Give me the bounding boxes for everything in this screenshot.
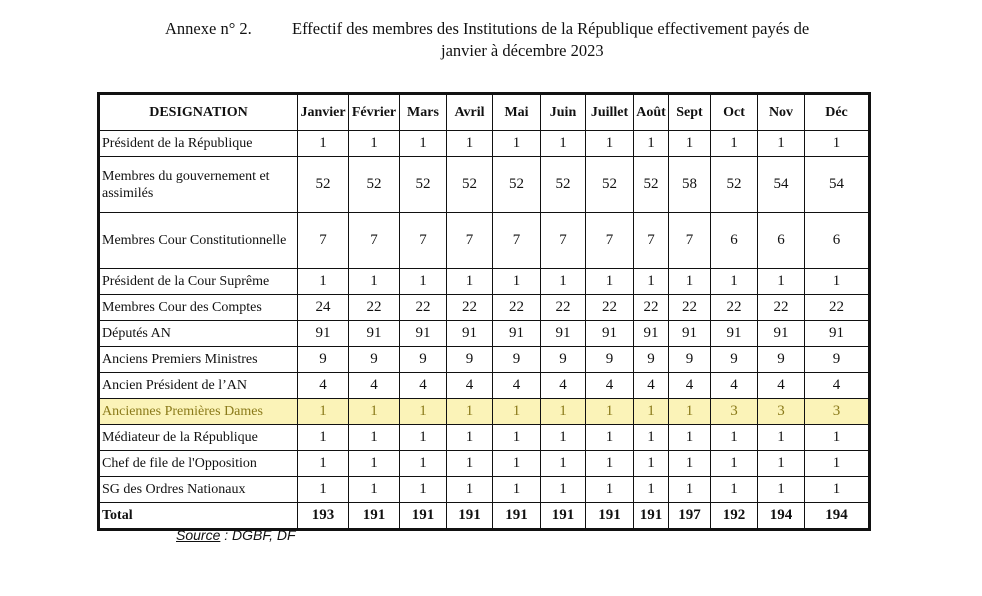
table-cell: 1: [541, 451, 586, 477]
table-cell: 4: [805, 373, 870, 399]
table-cell: 1: [349, 425, 400, 451]
table-cell: 22: [634, 295, 669, 321]
table-cell: 1: [711, 131, 758, 157]
table-cell: 7: [493, 213, 541, 269]
table-cell: 1: [541, 477, 586, 503]
table-cell: 22: [711, 295, 758, 321]
table-cell: 1: [634, 269, 669, 295]
table-cell: 1: [586, 451, 634, 477]
row-label: Députés AN: [99, 321, 298, 347]
table-cell: 91: [758, 321, 805, 347]
table-cell: 22: [669, 295, 711, 321]
table-row: [99, 425, 870, 451]
table-cell: 1: [349, 399, 400, 425]
row-label: Président de la Cour Suprême: [99, 269, 298, 295]
table-cell: 9: [447, 347, 493, 373]
table-cell: 1: [634, 451, 669, 477]
table-cell: 4: [541, 373, 586, 399]
table-cell: 1: [400, 399, 447, 425]
table-cell: 1: [298, 399, 349, 425]
table-cell: 52: [586, 157, 634, 213]
table-cell: 91: [586, 321, 634, 347]
table-cell: 9: [349, 347, 400, 373]
table-cell: 6: [805, 213, 870, 269]
table-row: [99, 295, 870, 321]
table-row: [99, 477, 870, 503]
table-cell: 1: [669, 425, 711, 451]
table-cell: 91: [447, 321, 493, 347]
table-cell: 1: [400, 451, 447, 477]
table-cell: 52: [711, 157, 758, 213]
designation-header: DESIGNATION: [99, 94, 298, 131]
table-cell: 91: [669, 321, 711, 347]
table-cell: 7: [298, 213, 349, 269]
table-cell: 1: [298, 269, 349, 295]
table-cell: 1: [541, 131, 586, 157]
table-cell: 1: [586, 425, 634, 451]
table-row: [99, 213, 870, 269]
total-cell: 197: [669, 503, 711, 530]
table-cell: 54: [758, 157, 805, 213]
month-header: Juin: [541, 94, 586, 131]
table-cell: 1: [447, 399, 493, 425]
table-cell: 9: [298, 347, 349, 373]
total-cell: 191: [586, 503, 634, 530]
table-cell: 1: [400, 477, 447, 503]
table-cell: 9: [493, 347, 541, 373]
table-row: [99, 451, 870, 477]
month-header: Déc: [805, 94, 870, 131]
table-cell: 52: [634, 157, 669, 213]
table-cell: 9: [400, 347, 447, 373]
table-row: [99, 399, 870, 425]
table-cell: 1: [634, 399, 669, 425]
row-label: Chef de file de l'Opposition: [99, 451, 298, 477]
total-row: [99, 503, 870, 530]
table-row: [99, 157, 870, 213]
row-label: Anciennes Premières Dames: [99, 399, 298, 425]
table-cell: 1: [669, 269, 711, 295]
table-cell: 1: [711, 451, 758, 477]
row-label: Anciens Premiers Ministres: [99, 347, 298, 373]
month-header: Oct: [711, 94, 758, 131]
table-cell: 52: [298, 157, 349, 213]
table-cell: 22: [758, 295, 805, 321]
table-cell: 1: [298, 451, 349, 477]
total-cell: 193: [298, 503, 349, 530]
table-row: [99, 373, 870, 399]
table-cell: 4: [711, 373, 758, 399]
annex-number: Annexe n° 2.: [165, 19, 252, 38]
table-cell: 4: [758, 373, 805, 399]
table-cell: 22: [586, 295, 634, 321]
month-header: Sept: [669, 94, 711, 131]
table-cell: 7: [669, 213, 711, 269]
table-cell: 91: [541, 321, 586, 347]
row-label: Membres du gouvernement et assimilés: [99, 157, 298, 213]
table-cell: 1: [634, 131, 669, 157]
table-cell: 1: [493, 451, 541, 477]
table-cell: 1: [586, 399, 634, 425]
total-cell: 191: [493, 503, 541, 530]
table-cell: 1: [758, 269, 805, 295]
table-cell: 9: [541, 347, 586, 373]
table-cell: 1: [805, 477, 870, 503]
table-cell: 22: [805, 295, 870, 321]
table-cell: 1: [711, 269, 758, 295]
table-cell: 22: [541, 295, 586, 321]
table-cell: 1: [586, 131, 634, 157]
table-cell: 3: [758, 399, 805, 425]
table-cell: 91: [634, 321, 669, 347]
table-cell: 7: [349, 213, 400, 269]
source-note: [176, 527, 296, 543]
table-cell: 1: [349, 451, 400, 477]
table-cell: 1: [349, 131, 400, 157]
table-cell: 1: [586, 477, 634, 503]
table-cell: 1: [493, 425, 541, 451]
table-cell: 1: [805, 131, 870, 157]
row-label: Ancien Président de l’AN: [99, 373, 298, 399]
table-cell: 1: [669, 451, 711, 477]
annex-title-line-2: janvier à décembre 2023: [441, 41, 604, 60]
table-cell: 6: [711, 213, 758, 269]
table-cell: 22: [447, 295, 493, 321]
table-cell: 1: [541, 425, 586, 451]
row-label: Président de la République: [99, 131, 298, 157]
month-header: Février: [349, 94, 400, 131]
table-cell: 1: [758, 131, 805, 157]
table-cell: 91: [711, 321, 758, 347]
table-cell: 4: [669, 373, 711, 399]
table-cell: 7: [447, 213, 493, 269]
total-cell: 194: [758, 503, 805, 530]
table-cell: 91: [349, 321, 400, 347]
table-cell: 4: [586, 373, 634, 399]
table-cell: 1: [758, 451, 805, 477]
table-cell: 1: [349, 477, 400, 503]
table-cell: 1: [493, 477, 541, 503]
table-cell: 1: [758, 477, 805, 503]
month-header: Juillet: [586, 94, 634, 131]
table-cell: 7: [634, 213, 669, 269]
table-cell: 4: [400, 373, 447, 399]
total-cell: 191: [447, 503, 493, 530]
table-cell: 4: [634, 373, 669, 399]
table-cell: 52: [400, 157, 447, 213]
table-row: [99, 321, 870, 347]
table-cell: 52: [349, 157, 400, 213]
table-cell: 58: [669, 157, 711, 213]
month-header: Nov: [758, 94, 805, 131]
total-cell: 191: [634, 503, 669, 530]
table-cell: 1: [541, 269, 586, 295]
row-label: Médiateur de la République: [99, 425, 298, 451]
table-cell: 1: [349, 269, 400, 295]
table-cell: 7: [400, 213, 447, 269]
month-header: Janvier: [298, 94, 349, 131]
table-cell: 4: [493, 373, 541, 399]
table-cell: 1: [298, 477, 349, 503]
table-cell: 1: [634, 477, 669, 503]
table-cell: 1: [400, 131, 447, 157]
table-cell: 1: [298, 425, 349, 451]
table-cell: 52: [447, 157, 493, 213]
table-cell: 9: [711, 347, 758, 373]
table-cell: 1: [493, 131, 541, 157]
table-cell: 22: [400, 295, 447, 321]
table-cell: 3: [805, 399, 870, 425]
heading-line-1: [165, 18, 809, 39]
annex-title-line-1: Effectif des membres des Institutions de la République effectivement payés de: [292, 19, 810, 38]
table-row: [99, 347, 870, 373]
table-cell: 91: [805, 321, 870, 347]
month-header: Mars: [400, 94, 447, 131]
source-value: : DGBF, DF: [220, 527, 296, 543]
total-cell: 192: [711, 503, 758, 530]
table-cell: 22: [349, 295, 400, 321]
table-cell: 1: [758, 425, 805, 451]
table-cell: 4: [447, 373, 493, 399]
table-cell: 4: [349, 373, 400, 399]
table-cell: 24: [298, 295, 349, 321]
month-header: Août: [634, 94, 669, 131]
table-cell: 7: [586, 213, 634, 269]
table-cell: 9: [758, 347, 805, 373]
table-cell: 9: [586, 347, 634, 373]
table-cell: 1: [805, 269, 870, 295]
row-label: Membres Cour des Comptes: [99, 295, 298, 321]
total-cell: 194: [805, 503, 870, 530]
table-cell: 9: [634, 347, 669, 373]
table-cell: 3: [711, 399, 758, 425]
row-label: SG des Ordres Nationaux: [99, 477, 298, 503]
table-cell: 1: [447, 131, 493, 157]
month-header: Mai: [493, 94, 541, 131]
table-cell: 9: [669, 347, 711, 373]
total-cell: 191: [400, 503, 447, 530]
table-cell: 1: [669, 399, 711, 425]
table-cell: 1: [447, 269, 493, 295]
table-cell: 6: [758, 213, 805, 269]
table-cell: 1: [669, 477, 711, 503]
table-cell: 1: [493, 399, 541, 425]
total-label: Total: [99, 503, 298, 530]
table-cell: 52: [541, 157, 586, 213]
table-cell: 91: [298, 321, 349, 347]
table-cell: 1: [711, 425, 758, 451]
table-cell: 1: [669, 131, 711, 157]
staff-count-table: [97, 92, 871, 531]
table-cell: 1: [447, 425, 493, 451]
total-cell: 191: [541, 503, 586, 530]
table-cell: 1: [541, 399, 586, 425]
table-cell: 1: [805, 425, 870, 451]
table-cell: 1: [634, 425, 669, 451]
table-cell: 1: [805, 451, 870, 477]
total-cell: 191: [349, 503, 400, 530]
table-cell: 91: [493, 321, 541, 347]
table-cell: 1: [711, 477, 758, 503]
row-label: Membres Cour Constitutionnelle: [99, 213, 298, 269]
table-cell: 1: [400, 425, 447, 451]
table-cell: 54: [805, 157, 870, 213]
table-cell: 1: [586, 269, 634, 295]
table-cell: 1: [447, 477, 493, 503]
header-row: [99, 94, 870, 131]
table-cell: 22: [493, 295, 541, 321]
table-cell: 1: [400, 269, 447, 295]
source-key: Source: [176, 527, 221, 543]
table-cell: 52: [493, 157, 541, 213]
table-row: [99, 269, 870, 295]
table-cell: 1: [447, 451, 493, 477]
month-header: Avril: [447, 94, 493, 131]
table-cell: 1: [493, 269, 541, 295]
table-cell: 9: [805, 347, 870, 373]
table-row: [99, 131, 870, 157]
table-cell: 91: [400, 321, 447, 347]
table-cell: 7: [541, 213, 586, 269]
table-cell: 1: [298, 131, 349, 157]
table-cell: 4: [298, 373, 349, 399]
